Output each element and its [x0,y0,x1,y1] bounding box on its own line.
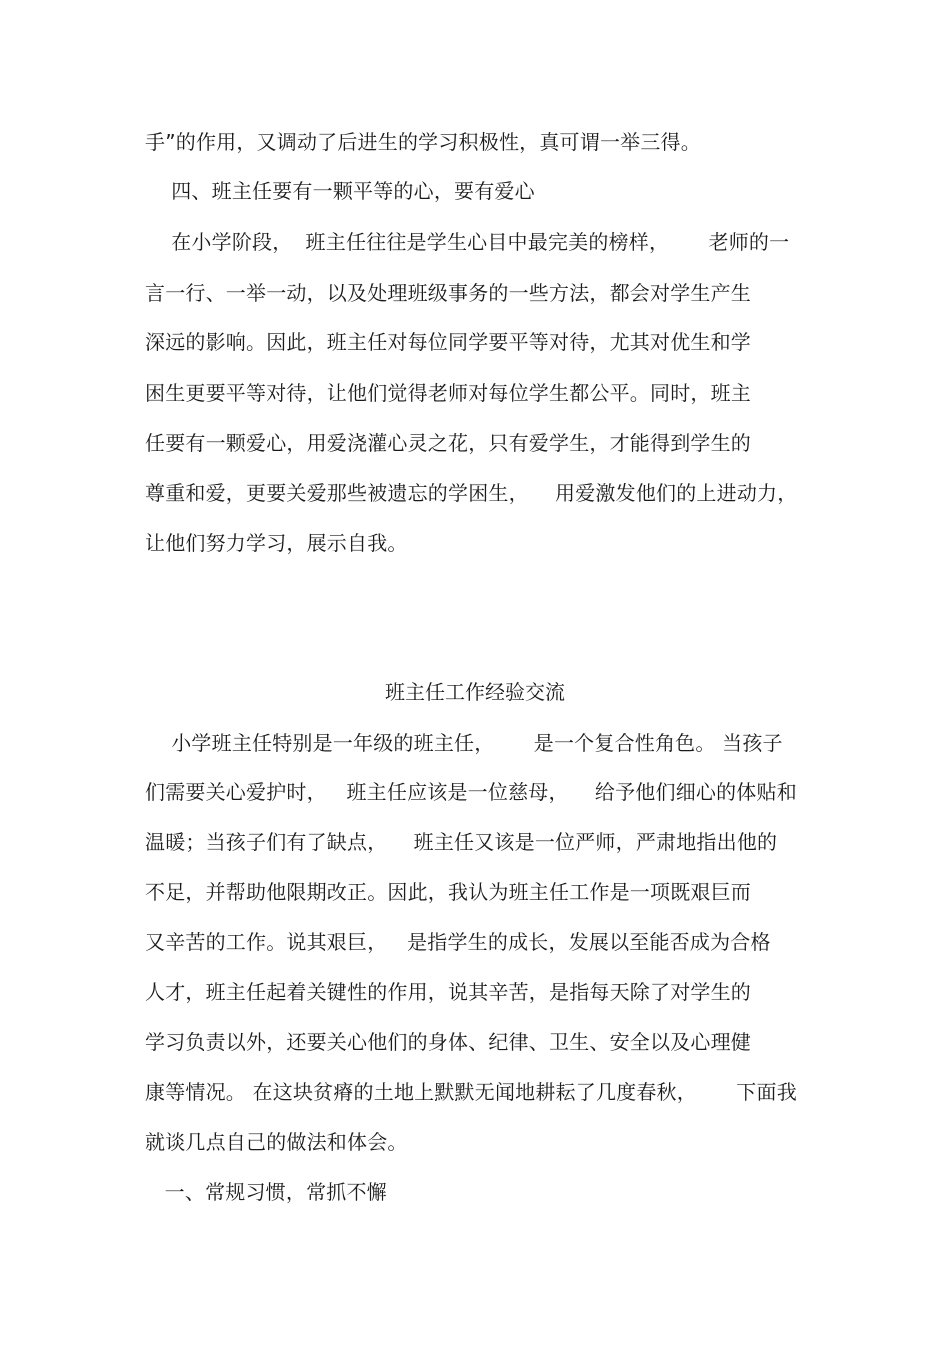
section-heading: 一、常规习惯，常抓不懈 [145,1180,387,1204]
paragraph-line: 手”的作用，又调动了后进生的学习积极性，真可谓一举三得。 [145,130,701,154]
paragraph-line: 温暖；当孩子们有了缺点， 班主任又该是一位严师，严肃地指出他的 [145,830,778,854]
paragraph-line: 困生更要平等对待，让他们觉得老师对每位学生都公平。同时，班主 [145,381,751,405]
article-title: 班主任工作经验交流 [385,680,565,704]
paragraph-line: 让他们努力学习，展示自我。 [145,531,408,555]
paragraph-line: 小学班主任特别是一年级的班主任， 是一个复合性角色。 当孩子 [145,731,783,755]
paragraph-line: 学习负责以外，还要关心他们的身体、纪律、卫生、安全以及心理健 [145,1030,751,1054]
paragraph-line: 深远的影响。因此，班主任对每位同学要平等对待，尤其对优生和学 [145,330,751,354]
paragraph-line: 在小学阶段， 班主任往往是学生心目中最完美的榜样， 老师的一 [145,230,790,254]
section-heading: 四、班主任要有一颗平等的心，要有爱心 [145,179,535,203]
paragraph-line: 不足，并帮助他限期改正。因此，我认为班主任工作是一项既艰巨而 [145,880,751,904]
paragraph-line: 人才，班主任起着关键性的作用，说其辛苦，是指每天除了对学生的 [145,980,751,1004]
paragraph-line: 尊重和爱，更要关爱那些被遗忘的学困生， 用爱激发他们的上进动力， [145,481,798,505]
paragraph-line: 又辛苦的工作。说其艰巨， 是指学生的成长，发展以至能否成为合格 [145,930,771,954]
paragraph-line: 言一行、一举一动，以及处理班级事务的一些方法，都会对学生产生 [145,281,751,305]
paragraph-line: 们需要关心爱护时， 班主任应该是一位慈母， 给予他们细心的体贴和 [145,780,797,804]
paragraph-line: 就谈几点自己的做法和体会。 [145,1130,408,1154]
paragraph-line: 任要有一颗爱心，用爱浇灌心灵之花，只有爱学生，才能得到学生的 [145,431,751,455]
paragraph-line: 康等情况。 在这块贫瘠的土地上默默无闻地耕耘了几度春秋， 下面我 [145,1080,797,1104]
